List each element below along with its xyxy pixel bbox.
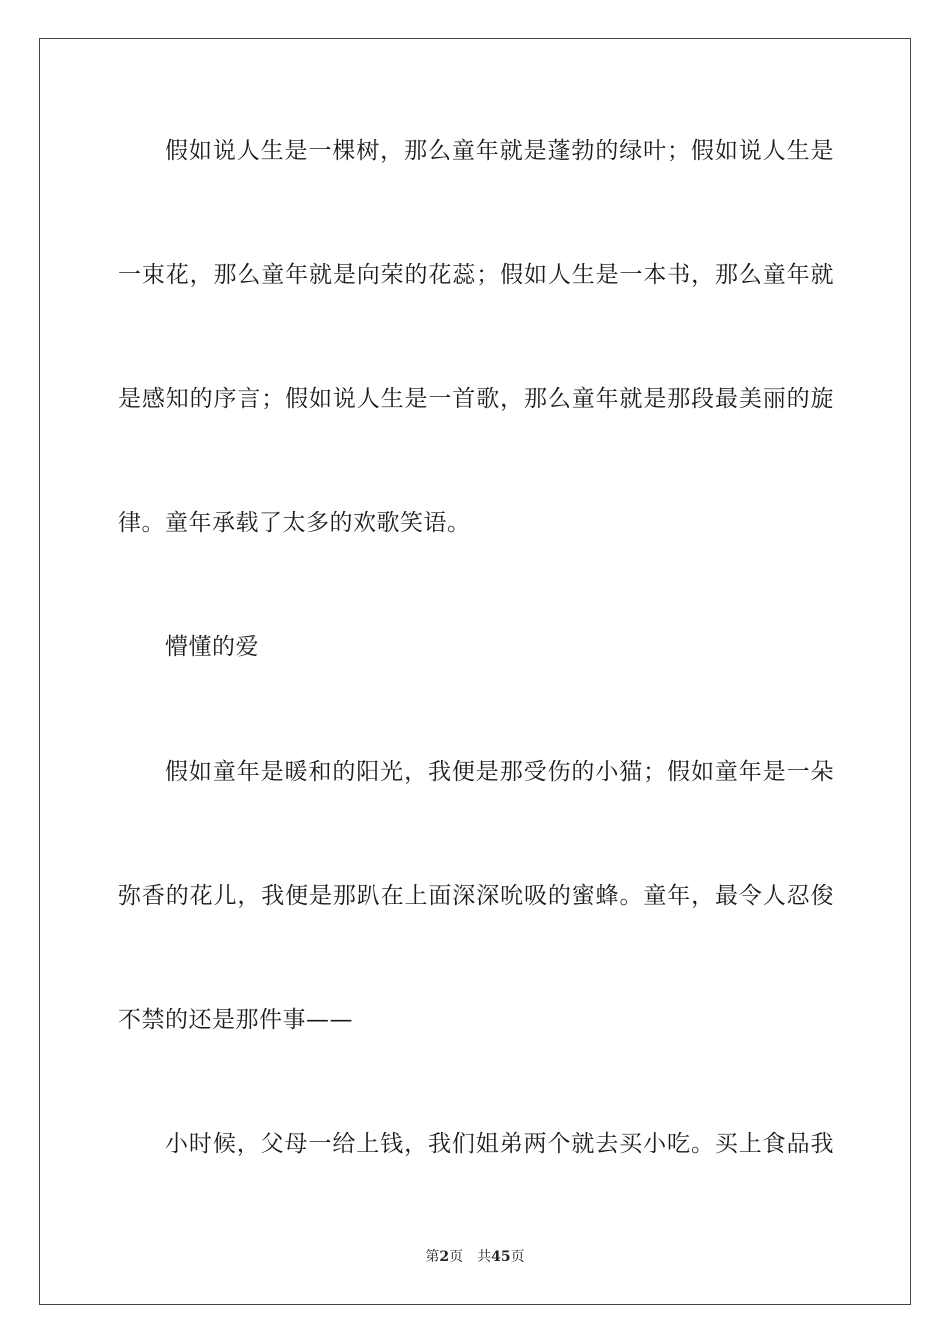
page-prefix: 第: [425, 1249, 440, 1265]
paragraph-2-line-3: 不禁的还是那件事——: [118, 1007, 353, 1033]
total-suffix: 页: [510, 1249, 525, 1265]
total-pages: 45: [491, 1249, 511, 1265]
total-prefix: 共: [477, 1249, 492, 1265]
page-number: 2: [439, 1249, 450, 1265]
page-suffix: 页: [449, 1249, 464, 1265]
paragraph-2-line-1: 假如童年是暖和的阳光，我便是那受伤的小猫；假如童年是一朵: [165, 759, 834, 785]
page-footer: [0, 1247, 950, 1267]
paragraph-2-line-2: 弥香的花儿，我便是那趴在上面深深吮吸的蜜蜂。童年，最令人忍俊: [118, 883, 834, 909]
paragraph-1-line-2: 一束花，那么童年就是向荣的花蕊；假如人生是一本书，那么童年就: [118, 262, 834, 288]
section-heading: 懵懂的爱: [165, 634, 259, 660]
paragraph-3-line-1: 小时候，父母一给上钱，我们姐弟两个就去买小吃。买上食品我: [165, 1131, 834, 1157]
paragraph-1-line-1: 假如说人生是一棵树，那么童年就是蓬勃的绿叶；假如说人生是: [165, 138, 834, 164]
paragraph-1-line-3: 是感知的序言；假如说人生是一首歌，那么童年就是那段最美丽的旋: [118, 386, 834, 412]
page-border: [39, 38, 911, 1305]
paragraph-1-line-4: 律。童年承载了太多的欢歌笑语。: [118, 510, 471, 536]
